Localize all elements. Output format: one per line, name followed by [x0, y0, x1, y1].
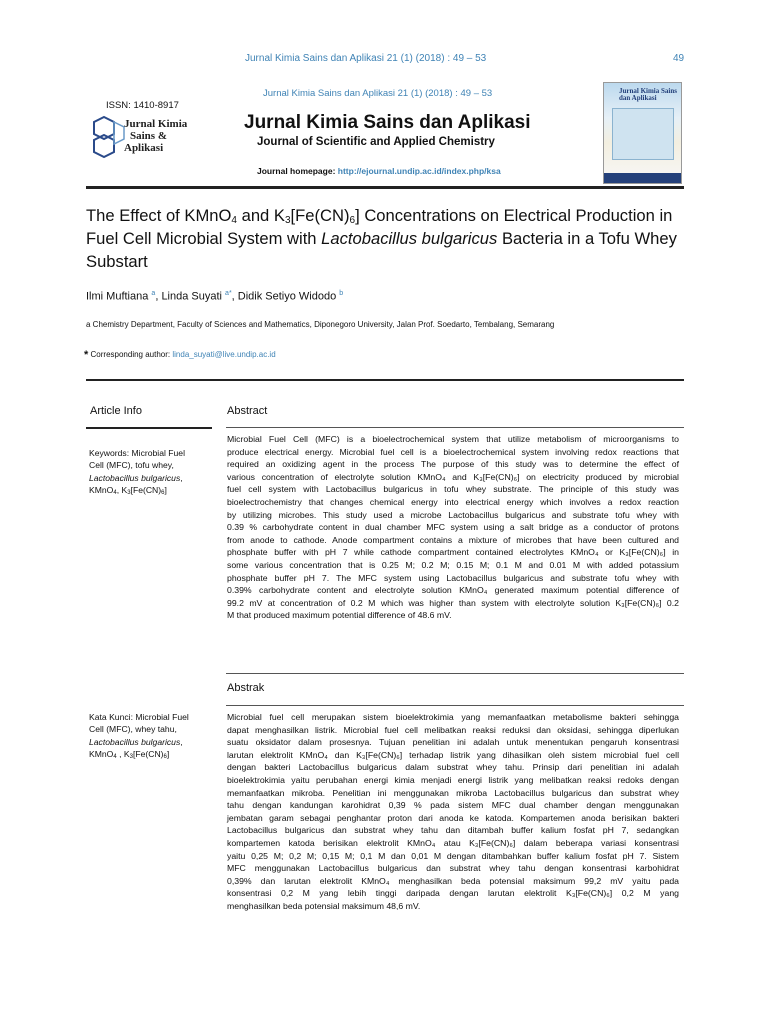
- svg-text:Sains &: Sains &: [130, 130, 167, 142]
- author-name: Ilmi Muftiana: [86, 290, 149, 303]
- masthead-divider: [86, 186, 684, 189]
- abstract-heading: Abstract: [227, 405, 268, 417]
- journal-cover-image: [603, 82, 682, 184]
- header-divider: [86, 379, 684, 381]
- affiliation: a Chemistry Department, Faculty of Sciences and Mathematics, Diponegoro University, Jalan Prof. Soedarto, Tembalang, Semarang: [86, 320, 555, 329]
- article-info-heading: Article Info: [90, 405, 142, 417]
- article-title: The Effect of KMnO$_4$ and $K_3[Fe(CN)_6]$ Concentrations on Electrical Production in Fuel Cell Microbial System with Lactobacillus bulgaricus Bacteria in a Tofu Whey Substart: [86, 206, 677, 271]
- journal-title: Jurnal Kimia Sains dan Aplikasi: [244, 112, 531, 133]
- keywords: Keywords: Microbial Fuel Cell (MFC), tofu whey, Lactobacillus bulgaricus, KMnO$_4$, $K_3[Fe(CN)_6]$: [89, 448, 185, 497]
- abstrak-body: Microbial fuel cell merupakan sistem bioelektrokimia yang memanfaatkan metabolisme bakteri sehingga dapat menghasilkan listrik. Microbial fuel cell melibatkan reaksi reduksi dan oksidasi, sehingga diperlukan suatu oksidator dalam prosesnya. Tujuan penelitian ini adalah untuk menentukan pengaruh konsentrasi larutan elektrolit KMnO₄ dan K₃[Fe(CN)₆] terhadap listrik yang dihasilkan oleh sistem microbial fuel cell dengan bakteri Lactobacillus bulgaricus dalam substrat whey tahu. Prinsip dari penelitian ini adalah bioelektrokimia yaitu perubahan energi kimia menjadi energi listrik yang melibatkan reaksi redoks dengan memanfaatkan mikroba. Penelitian ini menggunakan mikroba Lactobacillus bulgaricus dan substrat whey tahu dengan kandungan karohidrat 0,39 % pada sistem MFC dual chamber dengan menggunakan jembatan garam sebagai penghantar proton dari anoda ke katoda. Kompartemen anoda berisikan bakteri Lactobacillus bulgaricus dan substrat whey tahu dan ditambah buffer kalium fosfat pH 7, sedangkan kompartemen katoda berisikan elektrolit KMnO₄ atau K₃[Fe(CN)₆] dalam beberapa variasi konsentrasi yaitu 0,25 M; 0,2 M; 0,15 M; 0,1 M dan 0,01 M dengan ditambahkan buffer kalium fosfat pH 7. Sistem MFC menggunakan Lactobacillus bulgaricus dan substrat whey tahu dengan konsentrasi karbohidrat 0,39% dan larutan elektrolit KMnO₄ menghasilkan beda potensial maksimum 99,2 mV yaitu pada konsentrasi 0,2 M yang lebih tinggi daripada dengan larutan elektrolit K₃[Fe(CN)₆] 0,2 M yang menghasilkan beda potensial maksimum 48,6 mV.: [227, 712, 679, 911]
- cover-title: Jurnal Kimia Sains dan Aplikasi: [619, 87, 677, 102]
- journal-subtitle: Journal of Scientific and Applied Chemistry: [257, 136, 495, 148]
- running-header-citation: Jurnal Kimia Sains dan Aplikasi 21 (1) (2018) : 49 – 53: [245, 53, 487, 64]
- corresponding-email-link[interactable]: linda_suyati@live.undip.ac.id: [172, 350, 276, 359]
- homepage-label: Journal homepage:: [257, 166, 336, 176]
- kata-kunci: Kata Kunci: Microbial Fuel Cell (MFC), whey tahu, Lactobacillus bulgaricus, KMnO$_4$ , $K_3[Fe(CN)_6]$: [89, 712, 189, 761]
- abstract-divider: [226, 427, 684, 428]
- article-info-divider: [86, 427, 212, 429]
- cover-footer-bar: [604, 173, 681, 183]
- corresponding-author: * Corresponding author: linda_suyati@live.undip.ac.id: [84, 349, 276, 361]
- author-list: Ilmi Muftiana $^a$, Linda Suyati $^{a*}$, Didik Setiyo Widodo $^b$: [86, 290, 344, 303]
- page-number: 49: [673, 53, 685, 64]
- journal-homepage: [257, 166, 501, 176]
- cover-graphic: [612, 108, 674, 160]
- journal-logo: [90, 113, 198, 161]
- masthead-citation: Jurnal Kimia Sains dan Aplikasi 21 (1) (2018) : 49 – 53: [263, 88, 493, 99]
- author-name: , Linda Suyati: [155, 290, 222, 303]
- svg-text:Jurnal Kimia: Jurnal Kimia: [124, 118, 188, 130]
- abstract-body: Microbial Fuel Cell (MFC) is a bioelectrochemical system that utilize metabolism of microorganisms to produce electrical energy. Microbial fuel cell is a bioelectrochemical system involving redox reactions that required an oxidizing agent in the process The purpose of this study was to determine the effect of various concentration of electrolyte solution KMnO₄ and K₃[Fe(CN)₆] on electricity produced by microbial fuel cell system with Lactobacillus bulgaricus in tofu whey substrate. The principle of this study was bioelectrochemistry that changes chemical energy into electrical energy which involves a redox reaction by utilizing microbes. This study used a microbe Lactobacillus bulgaricus and substrate tofu whey with 0.39 % carbohydrate content in dual chamber MFC system using a salt bridge as a conductor of protons from anode to cathode. Anode compartment contains a mixture of microbes that have been cultured and phosphate buffer with pH 7 while cathode compartment contained electrolytes KMnO₄ or K₃[Fe(CN)₆] in some various concentration that is 0.25 M; 0.2 M; 0.15 M; 0.1 M and 0.01 M with added potassium phosphate buffer pH 7. The MFC system using Lactobacillus bulgaricus and substrate tofu whey with 0.39% carbohydrate content and electrolyte solution KMnO₄ generated maximum potential difference of 99.2 mV at concentration of 0.2 M which was higher than system with electrolyte solution K₃[Fe(CN)₆] 0.2 M that produced maximum potential difference of 48.6 mV.: [227, 434, 679, 621]
- abstrak-top-divider: [226, 673, 684, 674]
- abstrak-divider: [226, 705, 684, 706]
- homepage-link[interactable]: http://ejournal.undip.ac.id/index.php/ksa: [337, 166, 501, 176]
- svg-text:Aplikasi: Aplikasi: [124, 142, 164, 154]
- issn: ISSN: 1410-8917: [106, 100, 179, 111]
- hexagon-logo-icon: [90, 113, 198, 161]
- author-name: , Didik Setiyo Widodo: [231, 290, 337, 303]
- abstrak-heading: Abstrak: [227, 682, 265, 694]
